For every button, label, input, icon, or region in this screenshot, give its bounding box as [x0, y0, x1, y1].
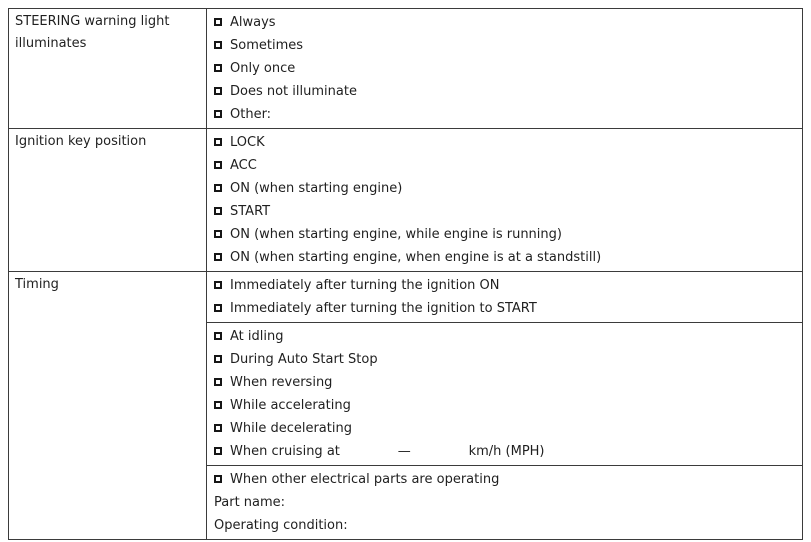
row-options: [207, 9, 802, 128]
row-options: [207, 272, 802, 539]
option-label: ON (when starting engine): [230, 181, 403, 196]
checkbox-option[interactable]: [214, 103, 798, 126]
checkbox-option-cruising-speed[interactable]: [214, 440, 798, 463]
checkbox-icon[interactable]: [214, 304, 222, 312]
checkbox-icon[interactable]: [214, 41, 222, 49]
option-label: Immediately after turning the ignition to START: [230, 301, 537, 316]
row-label: Ignition key position: [9, 129, 207, 271]
checkbox-icon[interactable]: [214, 447, 222, 455]
checkbox-icon[interactable]: [214, 401, 222, 409]
checkbox-option[interactable]: [214, 200, 798, 223]
checkbox-icon[interactable]: [214, 110, 222, 118]
fill-in-label: Part name:: [214, 495, 286, 510]
option-group-ignition-timing: [207, 272, 802, 323]
checkbox-icon[interactable]: [214, 161, 222, 169]
checkbox-icon[interactable]: [214, 230, 222, 238]
checkbox-option[interactable]: [214, 417, 798, 440]
row-options: [207, 129, 802, 271]
checkbox-option[interactable]: [214, 274, 798, 297]
checkbox-icon[interactable]: [214, 281, 222, 289]
fill-in-label: Operating condition:: [214, 518, 348, 533]
checkbox-icon[interactable]: [214, 378, 222, 386]
checkbox-icon[interactable]: [214, 138, 222, 146]
checkbox-option[interactable]: [214, 348, 798, 371]
option-label: ON (when starting engine, when engine is at a standstill): [230, 250, 602, 265]
row-timing: [9, 272, 802, 539]
fill-in-line-part-name: [214, 491, 798, 514]
checkbox-option[interactable]: [214, 131, 798, 154]
option-group: [207, 129, 802, 271]
checkbox-option[interactable]: [214, 154, 798, 177]
option-label: While decelerating: [230, 421, 352, 436]
option-label: While accelerating: [230, 398, 351, 413]
checkbox-option[interactable]: [214, 177, 798, 200]
option-label: Does not illuminate: [230, 84, 357, 99]
option-label: ACC: [230, 158, 257, 173]
checkbox-icon[interactable]: [214, 87, 222, 95]
checkbox-icon[interactable]: [214, 253, 222, 261]
checkbox-icon[interactable]: [214, 355, 222, 363]
checkbox-option[interactable]: [214, 57, 798, 80]
option-label: Always: [230, 15, 276, 30]
checkbox-icon[interactable]: [214, 332, 222, 340]
checkbox-icon[interactable]: [214, 475, 222, 483]
option-label: At idling: [230, 329, 284, 344]
checkbox-option[interactable]: [214, 246, 798, 269]
option-label: When other electrical parts are operating: [230, 472, 500, 487]
checkbox-option[interactable]: [214, 371, 798, 394]
checkbox-icon[interactable]: [214, 64, 222, 72]
option-label: START: [230, 204, 271, 219]
checkbox-option[interactable]: [214, 325, 798, 348]
checkbox-icon[interactable]: [214, 18, 222, 26]
option-label: During Auto Start Stop: [230, 352, 378, 367]
row-ignition-key-position: [9, 129, 802, 272]
option-label: When reversing: [230, 375, 333, 390]
fill-in-line-operating-condition: [214, 514, 798, 537]
option-group-other-electrical: [207, 466, 802, 539]
checkbox-option[interactable]: [214, 34, 798, 57]
row-label: Timing: [9, 272, 207, 539]
checkbox-option[interactable]: [214, 297, 798, 320]
option-label: ON (when starting engine, while engine is running): [230, 227, 562, 242]
checkbox-icon[interactable]: [214, 184, 222, 192]
option-label: Other:: [230, 107, 272, 122]
checkbox-icon[interactable]: [214, 207, 222, 215]
option-group-driving-conditions: [207, 323, 802, 466]
checkbox-option[interactable]: [214, 80, 798, 103]
checkbox-option[interactable]: [214, 11, 798, 34]
row-label: STEERING warning light illuminates: [9, 9, 207, 128]
row-steering-warning-light: [9, 9, 802, 129]
option-label: Immediately after turning the ignition ON: [230, 278, 500, 293]
option-label: When cruising at — km/h (MPH): [230, 444, 545, 459]
checkbox-icon[interactable]: [214, 424, 222, 432]
checkbox-option[interactable]: [214, 468, 798, 491]
option-label: Sometimes: [230, 38, 304, 53]
option-label: LOCK: [230, 135, 265, 150]
checkbox-option[interactable]: [214, 223, 798, 246]
checkbox-option[interactable]: [214, 394, 798, 417]
option-label: Only once: [230, 61, 296, 76]
diagnostic-checklist-table: [8, 8, 803, 540]
option-group: [207, 9, 802, 128]
